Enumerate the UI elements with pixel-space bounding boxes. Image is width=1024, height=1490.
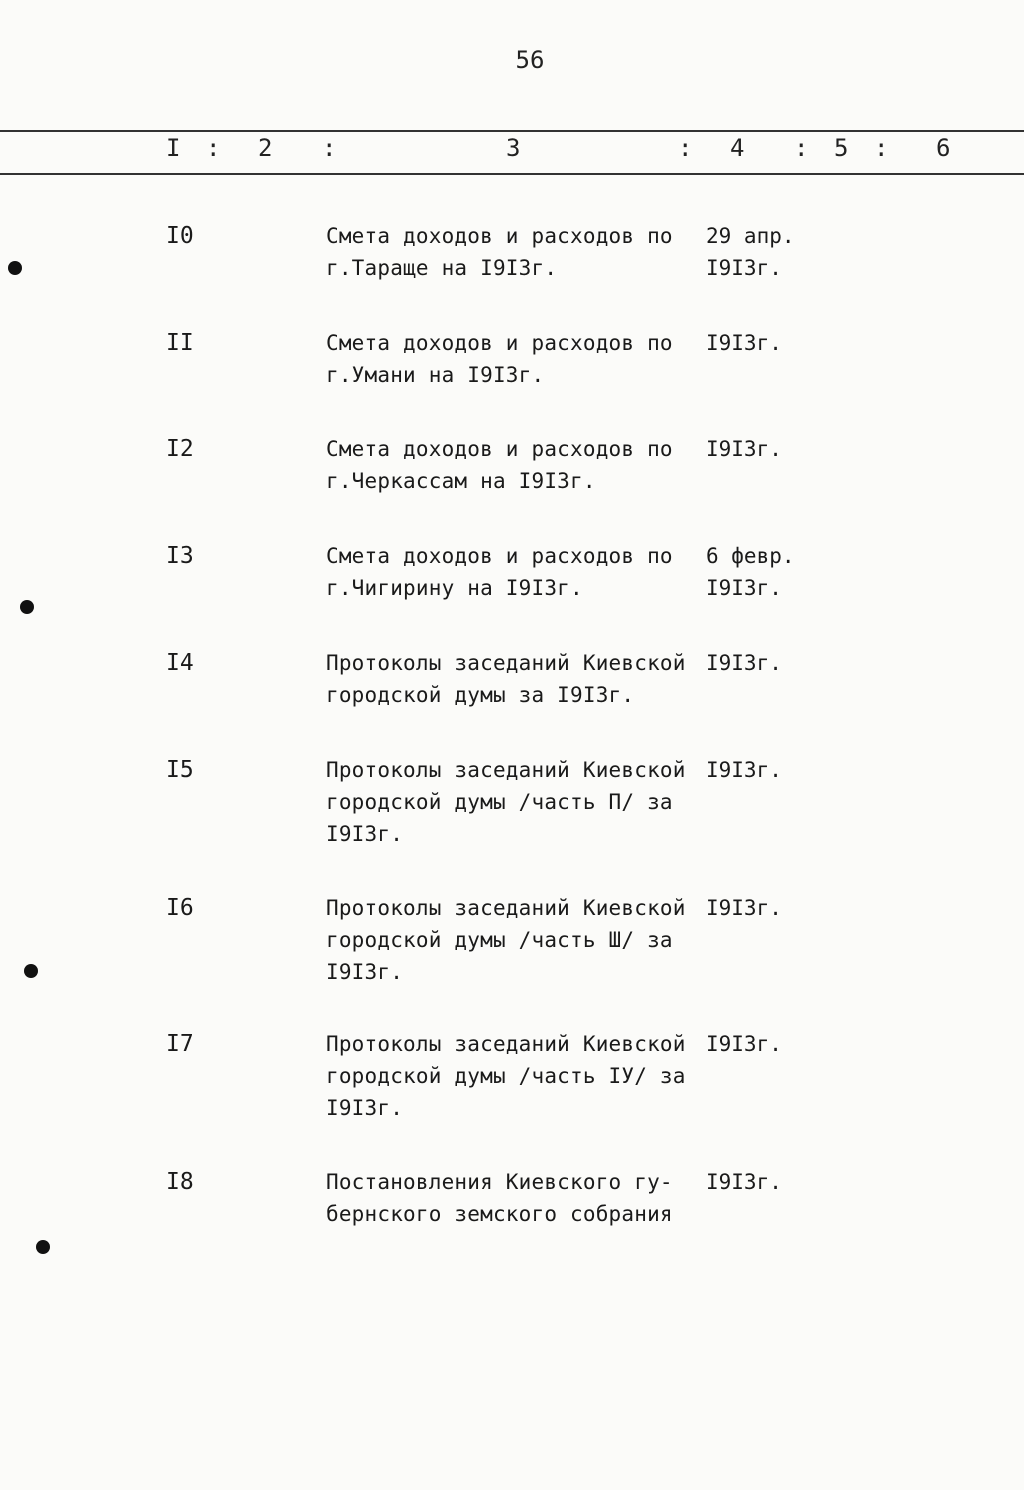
row-title xyxy=(326,754,706,850)
punch-hole-mark xyxy=(8,261,22,275)
column-separator: : xyxy=(322,134,337,162)
row-title-line: Протоколы заседаний Киевской xyxy=(326,1032,686,1056)
row-date-line: I9I3г. xyxy=(706,331,782,355)
table-header-bottom-rule xyxy=(0,173,1024,175)
row-date xyxy=(706,892,816,924)
column-header-3: 3 xyxy=(506,134,521,162)
row-number: I8 xyxy=(166,1169,194,1195)
row-date xyxy=(706,327,816,359)
row-title-line: городской думы /часть IУ/ за xyxy=(326,1064,686,1088)
row-date xyxy=(706,1028,816,1060)
row-date-line: I9I3г. xyxy=(706,758,782,782)
row-date xyxy=(706,647,816,679)
row-title-line: г.Черкассам на I9I3г. xyxy=(326,469,596,493)
row-date-line: I9I3г. xyxy=(706,576,782,600)
column-separator: : xyxy=(874,134,889,162)
row-date-line: I9I3г. xyxy=(706,896,782,920)
row-title xyxy=(326,433,706,497)
row-title xyxy=(326,647,706,711)
row-date-line: 29 апр. xyxy=(706,224,795,248)
column-separator: : xyxy=(678,134,693,162)
row-title-line: г.Тараще на I9I3г. xyxy=(326,256,558,280)
row-title xyxy=(326,220,706,284)
row-date-line: 6 февр. xyxy=(706,544,795,568)
punch-hole-mark xyxy=(20,600,34,614)
row-number: I0 xyxy=(166,223,194,249)
page-number: 56 xyxy=(515,46,545,74)
row-title-line: г.Умани на I9I3г. xyxy=(326,363,545,387)
row-date xyxy=(706,754,816,786)
row-title-line: I9I3г. xyxy=(326,822,404,846)
row-title-line: г.Чигирину на I9I3г. xyxy=(326,576,583,600)
column-header-1: I xyxy=(166,134,181,162)
row-number: I7 xyxy=(166,1031,194,1057)
column-header-6: 6 xyxy=(936,134,951,162)
row-title-line: I9I3г. xyxy=(326,960,404,984)
row-title-line: Смета доходов и расходов по xyxy=(326,331,673,355)
punch-hole-mark xyxy=(24,964,38,978)
row-number: II xyxy=(166,330,194,356)
row-number: I5 xyxy=(166,757,194,783)
row-title-line: Смета доходов и расходов по xyxy=(326,544,673,568)
column-header-5: 5 xyxy=(834,134,849,162)
row-title-line: Смета доходов и расходов по xyxy=(326,437,673,461)
row-date xyxy=(706,1166,816,1198)
row-title-line: городской думы за I9I3г. xyxy=(326,683,635,707)
row-number: I3 xyxy=(166,543,194,569)
punch-hole-mark xyxy=(36,1240,50,1254)
row-number: I6 xyxy=(166,895,194,921)
row-title xyxy=(326,327,706,391)
row-number: I2 xyxy=(166,436,194,462)
column-separator: : xyxy=(794,134,809,162)
row-title-line: Смета доходов и расходов по xyxy=(326,224,673,248)
row-date-line: I9I3г. xyxy=(706,437,782,461)
row-title-line: Протоколы заседаний Киевской xyxy=(326,896,686,920)
row-date-line: I9I3г. xyxy=(706,651,782,675)
row-title-line: Протоколы заседаний Киевской xyxy=(326,758,686,782)
row-title xyxy=(326,892,706,988)
column-separator: : xyxy=(206,134,221,162)
row-date-line: I9I3г. xyxy=(706,1170,782,1194)
row-title xyxy=(326,540,706,604)
row-date-line: I9I3г. xyxy=(706,256,782,280)
row-title-line: городской думы /часть П/ за xyxy=(326,790,673,814)
row-title-line: Протоколы заседаний Киевской xyxy=(326,651,686,675)
row-title-line: городской думы /часть Ш/ за xyxy=(326,928,673,952)
column-header-4: 4 xyxy=(730,134,745,162)
row-title-line: I9I3г. xyxy=(326,1096,404,1120)
table-column-headers xyxy=(0,132,1024,168)
row-title-line: Постановления Киевского гу- xyxy=(326,1170,673,1194)
row-date xyxy=(706,433,816,465)
row-date xyxy=(706,540,816,604)
row-number: I4 xyxy=(166,650,194,676)
row-title xyxy=(326,1166,706,1230)
column-header-2: 2 xyxy=(258,134,273,162)
row-title-line: бернского земского собрания xyxy=(326,1202,673,1226)
row-date xyxy=(706,220,816,284)
row-title xyxy=(326,1028,706,1124)
row-date-line: I9I3г. xyxy=(706,1032,782,1056)
